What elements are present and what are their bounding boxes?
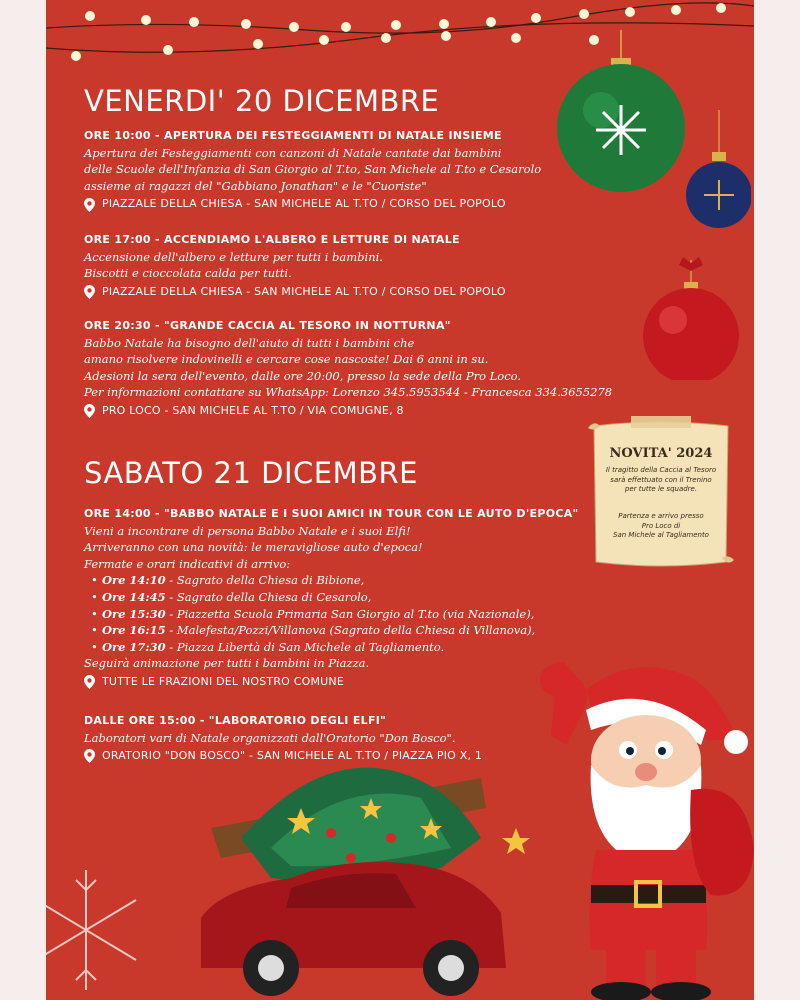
snowflake-icon xyxy=(46,850,156,1000)
event-line: Babbo Natale ha bisogno dell'aiuto di tutti i bambini che xyxy=(84,335,415,350)
stop-time: Ore 14:10 xyxy=(102,573,166,588)
event-heading: ORE 10:00 - APERTURA DEI FESTEGGIAMENTI DI NATALE INSIEME xyxy=(84,129,502,142)
event-heading: ORE 14:00 - "BABBO NATALE E I SUOI AMICI IN TOUR CON LE AUTO D'EPOCA" xyxy=(84,507,579,520)
event-line: Adesioni la sera dell'evento, dalle ore 20:00, presso la sede della Pro Loco. xyxy=(84,368,522,383)
location-pin-icon xyxy=(84,404,95,418)
novita-line: per tutte le squadre. xyxy=(624,485,698,493)
right-margin xyxy=(754,0,800,1000)
novita-title: NOVITA' 2024 xyxy=(609,446,713,461)
event-location xyxy=(84,196,541,213)
location-pin-icon xyxy=(84,675,95,689)
event-line: Vieni a incontrare di persona Babbo Natale e i suoi Elfi! xyxy=(84,523,411,538)
event-line: Accensione dell'albero e letture per tutti i bambini. xyxy=(84,249,383,264)
event-heading: DALLE ORE 15:00 - "LABORATORIO DEGLI ELFI" xyxy=(84,714,387,727)
stop-place: - Sagrato della Chiesa di Cesarolo, xyxy=(165,589,372,604)
list-item xyxy=(102,589,579,606)
stop-time: Ore 14:45 xyxy=(102,589,166,604)
location-text: PIAZZALE DELLA CHIESA - SAN MICHELE AL T.TO / CORSO DEL POPOLO xyxy=(102,197,506,211)
stop-place: - Piazzetta Scuola Primaria San Giorgio al T.to (via Nazionale), xyxy=(165,606,535,621)
event-line: amano risolvere indovinelli e cercare cose nascoste! Dai 6 anni in su. xyxy=(84,352,489,367)
event-heading: ORE 20:30 - "GRANDE CACCIA AL TESORO IN NOTTURNA" xyxy=(84,319,451,332)
list-item xyxy=(102,622,579,639)
location-text: PRO LOCO - SAN MICHELE AL T.TO / VIA COMUGNE, 8 xyxy=(102,403,404,417)
novita-note xyxy=(586,416,736,572)
location-text: ORATORIO "DON BOSCO" - SAN MICHELE AL T.TO / PIAZZA PIO X, 1 xyxy=(102,749,483,763)
event-block xyxy=(84,128,541,213)
event-line: Arriveranno con una novità: le meravigliose auto d'epoca! xyxy=(84,540,423,555)
location-text: PIAZZALE DELLA CHIESA - SAN MICHELE AL T.TO / CORSO DEL POPOLO xyxy=(102,284,506,298)
novita-text xyxy=(586,512,736,541)
stop-list xyxy=(84,572,579,655)
stop-place: - Malefesta/Pozzi/Villanova (Sagrato della Chiesa di Villanova), xyxy=(165,623,536,638)
stop-place: - Sagrato della Chiesa di Bibione, xyxy=(165,573,365,588)
stop-time: Ore 15:30 xyxy=(102,606,166,621)
novita-line: Il tragitto della Caccia al Tesoro xyxy=(605,466,717,474)
event-block xyxy=(84,232,506,300)
event-line: Fermate e orari indicativi di arrivo: xyxy=(84,556,291,571)
event-line: Laboratori vari di Natale organizzati dall'Oratorio "Don Bosco". xyxy=(84,730,456,745)
left-margin xyxy=(0,0,46,1000)
day-title: VENERDI' 20 DICEMBRE xyxy=(84,84,440,118)
novita-line: San Michele al Tagliamento xyxy=(613,531,709,539)
stop-place: - Piazza Libertà di San Michele al Tagliamento. xyxy=(165,639,445,654)
event-block xyxy=(84,318,612,420)
novita-text xyxy=(586,466,736,495)
stop-time: Ore 17:30 xyxy=(102,639,166,654)
event-line: Seguirà animazione per tutti i bambini in Piazza. xyxy=(84,656,370,671)
santa-claus-icon xyxy=(496,650,754,1000)
list-item xyxy=(102,572,579,589)
event-location xyxy=(84,403,612,420)
event-location xyxy=(84,284,506,301)
novita-line: sarà effettuato con il Trenino xyxy=(610,475,712,484)
location-pin-icon xyxy=(84,285,95,299)
event-line: Biscotti e cioccolata calda per tutti. xyxy=(84,266,292,281)
poster xyxy=(46,0,754,1000)
list-item xyxy=(102,606,579,623)
location-pin-icon xyxy=(84,749,95,763)
location-pin-icon xyxy=(84,198,95,212)
event-line: Apertura dei Festeggiamenti con canzoni di Natale cantate dai bambini xyxy=(84,145,502,160)
day-title: SABATO 21 DICEMBRE xyxy=(84,456,418,490)
event-line: Per informazioni contattare su WhatsApp: Lorenzo 345.5953544 - Francesca 334.3655278 xyxy=(84,385,613,400)
novita-line: Partenza e arrivo presso xyxy=(618,512,704,520)
location-text: TUTTE LE FRAZIONI DEL NOSTRO COMUNE xyxy=(102,674,344,688)
novita-line: Pro Loco di xyxy=(641,521,681,530)
car-with-tree-icon xyxy=(181,738,541,1000)
event-line: delle Scuole dell'Infanzia di San Giorgio al T.to, San Michele al T.to e Cesarolo xyxy=(84,162,542,177)
stop-time: Ore 16:15 xyxy=(102,623,166,638)
event-heading: ORE 17:00 - ACCENDIAMO L'ALBERO E LETTURE DI NATALE xyxy=(84,233,460,246)
event-line: assieme ai ragazzi del "Gabbiano Jonathan" e le "Cuoriste" xyxy=(84,178,427,193)
